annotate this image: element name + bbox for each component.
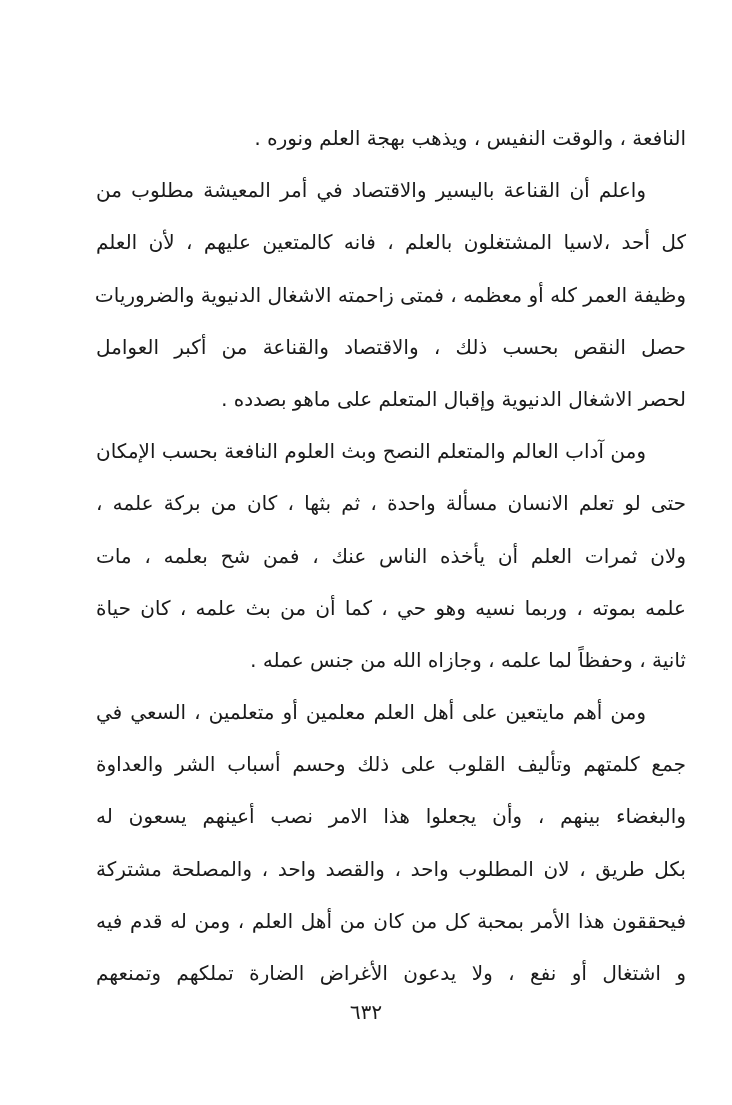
text-line-4: وظيفة العمر كله أو معظمه ، فمتى زاحمته الاشغال الدنيوية والضروريات [94, 282, 686, 307]
body-text [96, 112, 686, 999]
text-line-9: ولان ثمرات العلم أن يأخذه الناس عنك ، فمن شح بعلمه ، مات [96, 543, 686, 568]
text-line-17: و اشتغال أو نفع ، ولا يدعون الأغراض الضارة تملكهم وتمنعهم [96, 961, 686, 985]
text-line-13: جمع كلمتهم وتأليف القلوب على ذلك وحسم أسباب الشر والعداوة [96, 752, 686, 777]
page-number: ٦٣٢ [349, 1000, 383, 1024]
text-line-12: ومن أهم مايتعين على أهل العلم معلمين أو متعلمين ، السعي في [96, 700, 646, 725]
text-line-10: علمه بموته ، وربما نسيه وهو حي ، كما أن من بث علمه ، كان حياة [96, 595, 686, 620]
text-line-1: النافعة ، والوقت النفيس ، ويذهب بهجة العلم ونوره . [254, 126, 686, 150]
text-line-7: ومن آداب العالم والمتعلم النصح وبث العلوم النافعة بحسب الإمكان [96, 439, 646, 464]
text-line-14: والبغضاء بينهم ، وأن يجعلوا هذا الامر نصب أعينهم يسعون له [96, 804, 686, 829]
text-line-15: بكل طريق ، لان المطلوب واحد ، والقصد واحد ، والمصلحة مشتركة [96, 856, 686, 881]
text-line-8: حتى لو تعلم الانسان مسألة واحدة ، ثم بثها ، كان من بركة علمه ، [96, 491, 686, 516]
text-line-6: لحصر الاشغال الدنيوية وإقبال المتعلم على ماهو بصدده . [221, 386, 686, 411]
text-line-3: كل أحد ،لاسيا المشتغلون بالعلم ، فانه كالمتعين عليهم ، لأن العلم [96, 230, 686, 255]
text-line-5: حصل النقص بحسب ذلك ، والاقتصاد والقناعة من أكبر العوامل [96, 334, 686, 359]
text-line-11: ثانية ، وحفظاً لما علمه ، وجازاه الله من جنس عمله . [250, 647, 686, 672]
text-line-2: واعلم أن القناعة باليسير والاقتصاد في أمر المعيشة مطلوب من [96, 178, 646, 203]
text-line-16: فيحققون هذا الأمر بمحبة كل من كان من أهل العلم ، ومن له قدم فيه [96, 908, 686, 933]
